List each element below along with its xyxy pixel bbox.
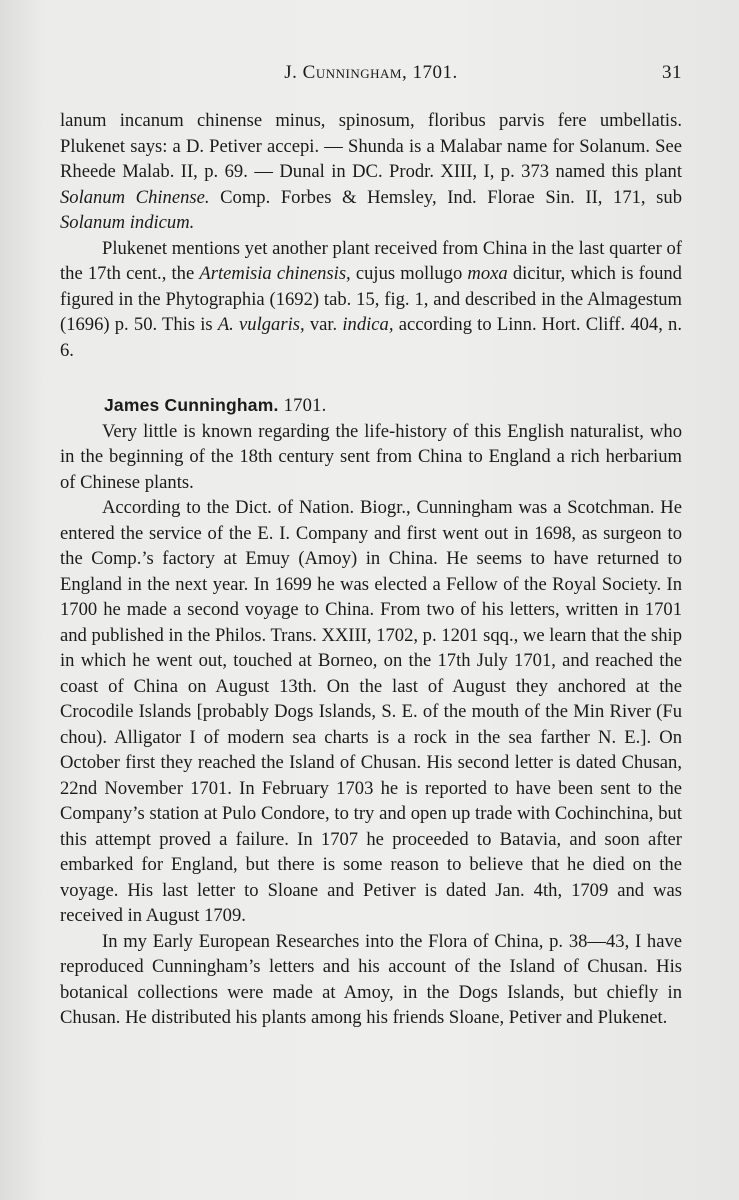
italic-text-segment: A. vulgaris, — [217, 314, 305, 335]
italic-text-segment: moxa — [467, 263, 508, 284]
text-segment: According to the Dict. of Nation. Biogr., Cunningham was a Scotchman. He entered the service of the E. I. Company and first went out in 1698, as surgeon to the Comp.’s factory at Emuy (Amoy) in China. He seems to have returned to England in the next year. In 1699 he was elected a Fellow of the Royal Society. In 1700 he made a second voyage to China. From two of his letters, written in 1701 and published in the Philos. Trans. XXIII, 1702, p. 1201 sqq., we learn that the ship in which he went out, touched at Borneo, on the 17th July 1701, and reached the coast of China on August 13th. On the last of August they anchored at the Crocodile Islands [probably Dogs Islands, S. E. of the mouth of the Min River (Fu chou). Alligator I of modern sea charts is a rock in the sea farther N. E.]. On October first they reached the Island of Chusan. His second letter is dated Chusan, 22nd November 1701. In February 1703 he is reported to have been sent to the Company’s station at Pulo Condore, to try and open up trade with Cochinchina, but this attempt proved a failure. In 1707 he proceeded to Batavia, and soon after embarked for England, but there is some reason to believe that he died on the voyage. His last letter to Sloane and Petiver is dated Jan. 4th, 1709 and was received in August 1709. — [60, 497, 682, 926]
text-segment: Plukenet mentions yet another plant received from China in the last quarter of the 17th cent., the — [60, 237, 682, 284]
paragraph-biography — [60, 495, 682, 929]
italic-text-segment: indica, — [342, 314, 394, 335]
paragraph-collections — [60, 929, 682, 1031]
section-heading-year: 1701. — [283, 395, 327, 416]
text-segment: lanum incanum chinense minus, spinosum, floribus parvis fere umbellatis. Plukenet says: a D. Petiver accepi. — Shunda is a Malabar name for Solanum. See Rheede Malab. II, p. 69. — Dunal in DC. Prodr. XIII, I, p. 373 named this plant — [60, 110, 682, 182]
text-segment: according to Linn. Hort. Cliff. 404, n. 6. — [60, 314, 682, 361]
text-segment: Comp. Forbes & Hemsley, Ind. Florae Sin. II, 171, sub — [209, 186, 682, 208]
section-heading — [104, 393, 682, 419]
text-segment: In my Early European Researches into the Flora of China, p. 38—43, I have reproduced Cunningham’s letters and his account of the Island of Chusan. His botanical collections were made at Amoy, in the Dogs Islands, but chiefly in Chusan. He distributed his plants among his friends Sloane, Petiver and Plukenet. — [60, 930, 682, 1028]
page-number: 31 — [662, 62, 682, 83]
paragraph-artemisia — [60, 236, 682, 364]
italic-text-segment: Solanum indicum. — [60, 212, 195, 233]
page-body — [60, 108, 682, 1031]
text-segment: Very little is known regarding the life-history of this English naturalist, who in the beginning of the 18th century sent from China to England a rich herbarium of Chinese plants. — [60, 420, 682, 493]
italic-text-segment: Artemisia chinensis, — [199, 263, 351, 284]
text-segment: dicitur, which is found figured in the Phytographia (1692) tab. 15, fig. 1, and described in the Almagestum (1696) p. 50. This is — [60, 263, 682, 335]
section-heading-name: James Cunningham. — [104, 395, 279, 415]
paragraph-intro — [60, 419, 682, 496]
running-title: J. Cunningham, 1701. — [284, 62, 458, 83]
text-segment: cujus mollugo — [350, 263, 468, 284]
paragraph-continuation — [60, 108, 682, 236]
page-header — [60, 62, 682, 86]
text-segment: var. — [304, 314, 343, 335]
italic-text-segment: Solanum Chinense. — [60, 186, 210, 208]
